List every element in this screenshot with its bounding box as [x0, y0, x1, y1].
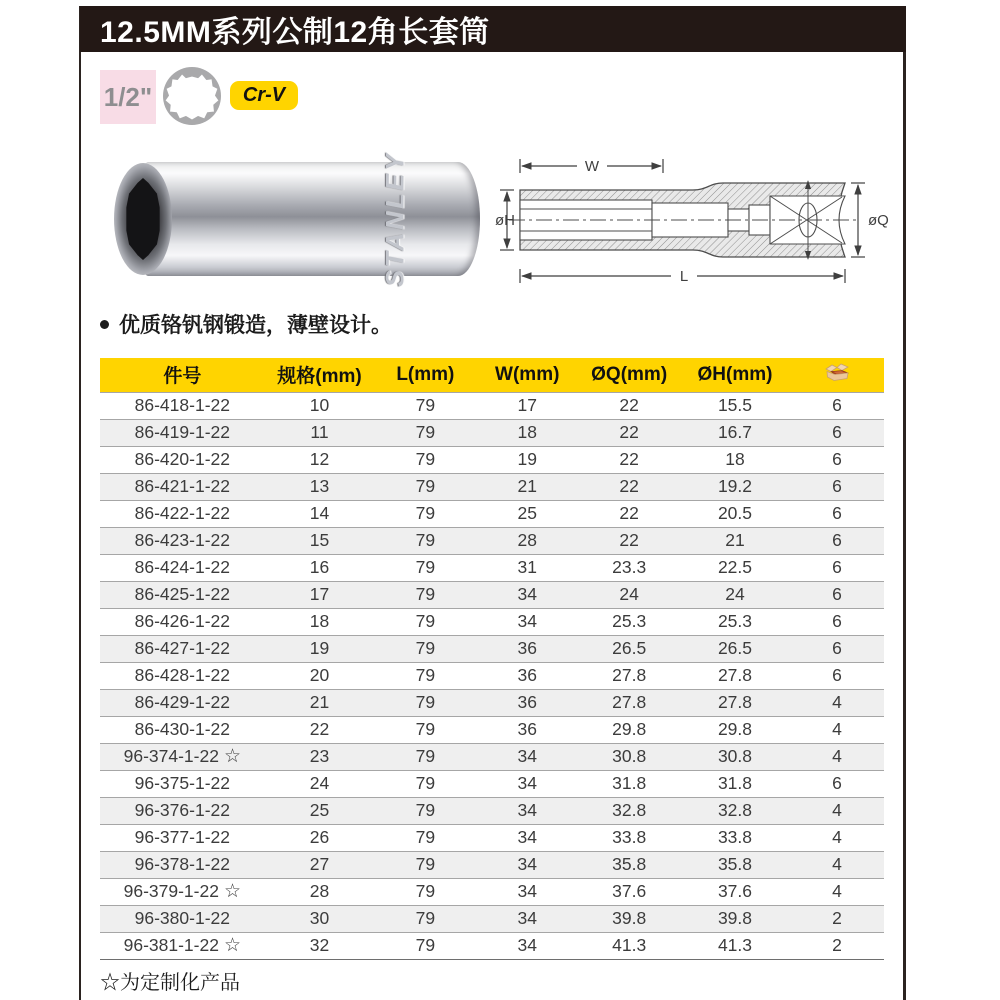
cell-part: 96-377-1-22 — [100, 824, 265, 851]
cell-pack: 6 — [790, 581, 884, 608]
brand-engraving: STANLEY — [381, 151, 410, 287]
socket-body — [142, 151, 480, 287]
cell-size_mm: 13 — [265, 473, 375, 500]
cell-w_mm: 34 — [476, 932, 578, 959]
cell-part: 86-430-1-22 — [100, 716, 265, 743]
cell-l_mm: 79 — [374, 581, 476, 608]
cell-oh_mm: 29.8 — [680, 716, 790, 743]
section-title-bar — [80, 6, 906, 52]
cell-w_mm: 34 — [476, 824, 578, 851]
cell-oh_mm: 26.5 — [680, 635, 790, 662]
cell-part: 86-420-1-22 — [100, 446, 265, 473]
cell-oq_mm: 39.8 — [578, 905, 680, 932]
table-row — [100, 743, 884, 770]
cell-size_mm: 21 — [265, 689, 375, 716]
cell-oh_mm: 39.8 — [680, 905, 790, 932]
material-badge — [230, 81, 298, 110]
cell-pack: 4 — [790, 716, 884, 743]
cell-part: 86-421-1-22 — [100, 473, 265, 500]
cell-pack: 4 — [790, 878, 884, 905]
spec-table — [100, 358, 884, 960]
table-row — [100, 905, 884, 932]
cell-l_mm: 79 — [374, 446, 476, 473]
cell-oh_mm: 31.8 — [680, 770, 790, 797]
cell-w_mm: 19 — [476, 446, 578, 473]
cell-l_mm: 79 — [374, 419, 476, 446]
cell-pack: 2 — [790, 932, 884, 959]
cell-size_mm: 17 — [265, 581, 375, 608]
page-title: 12.5MM系列公制12角长套筒 — [100, 16, 490, 49]
cell-part: 96-374-1-22 ☆ — [100, 743, 265, 770]
table-row — [100, 824, 884, 851]
cell-oq_mm: 23.3 — [578, 554, 680, 581]
cell-l_mm: 79 — [374, 527, 476, 554]
cell-size_mm: 30 — [265, 905, 375, 932]
cell-part: 86-427-1-22 — [100, 635, 265, 662]
cell-size_mm: 23 — [265, 743, 375, 770]
cell-l_mm: 79 — [374, 662, 476, 689]
table-row — [100, 581, 884, 608]
table-row — [100, 527, 884, 554]
table-row — [100, 851, 884, 878]
cell-w_mm: 36 — [476, 635, 578, 662]
dimension-diagram — [495, 150, 895, 292]
cell-oq_mm: 30.8 — [578, 743, 680, 770]
cell-l_mm: 79 — [374, 473, 476, 500]
header-pack-qty — [790, 358, 884, 392]
cell-pack: 6 — [790, 392, 884, 419]
cell-l_mm: 79 — [374, 635, 476, 662]
cell-size_mm: 28 — [265, 878, 375, 905]
table-row — [100, 716, 884, 743]
custom-product-star-icon: ☆ — [223, 881, 242, 902]
feature-bullet — [100, 309, 392, 339]
cell-part: 86-428-1-22 — [100, 662, 265, 689]
cell-size_mm: 22 — [265, 716, 375, 743]
twelve-point-socket-icon — [160, 64, 224, 128]
dim-label-l: L — [679, 268, 689, 285]
cell-l_mm: 79 — [374, 392, 476, 419]
header-w: W(mm) — [476, 358, 578, 392]
cell-l_mm: 79 — [374, 716, 476, 743]
cell-l_mm: 79 — [374, 851, 476, 878]
cell-oh_mm: 33.8 — [680, 824, 790, 851]
cell-l_mm: 79 — [374, 743, 476, 770]
cell-w_mm: 36 — [476, 716, 578, 743]
cell-pack: 2 — [790, 905, 884, 932]
table-row — [100, 878, 884, 905]
cell-oh_mm: 21 — [680, 527, 790, 554]
product-photo — [114, 151, 480, 287]
cell-oq_mm: 31.8 — [578, 770, 680, 797]
cell-w_mm: 34 — [476, 581, 578, 608]
table-row — [100, 797, 884, 824]
table-row — [100, 689, 884, 716]
table-header-row — [100, 358, 884, 392]
cell-w_mm: 34 — [476, 770, 578, 797]
cell-oh_mm: 35.8 — [680, 851, 790, 878]
cell-oh_mm: 37.6 — [680, 878, 790, 905]
cell-size_mm: 10 — [265, 392, 375, 419]
material-label: Cr-V — [242, 84, 286, 106]
cell-w_mm: 36 — [476, 689, 578, 716]
cell-size_mm: 25 — [265, 797, 375, 824]
drive-size-badge — [100, 70, 156, 124]
custom-product-star-icon: ☆ — [223, 746, 242, 767]
table-row — [100, 446, 884, 473]
cell-oq_mm: 27.8 — [578, 662, 680, 689]
header-oh: ØH(mm) — [680, 358, 790, 392]
cell-oh_mm: 30.8 — [680, 743, 790, 770]
cell-w_mm: 34 — [476, 851, 578, 878]
cell-size_mm: 24 — [265, 770, 375, 797]
cell-pack: 6 — [790, 662, 884, 689]
cell-oh_mm: 25.3 — [680, 608, 790, 635]
cell-pack: 6 — [790, 554, 884, 581]
custom-product-footnote: ☆为定制化产品 — [100, 972, 240, 994]
cell-l_mm: 79 — [374, 608, 476, 635]
dim-label-h: øH — [495, 212, 515, 229]
cell-oh_mm: 41.3 — [680, 932, 790, 959]
cell-oh_mm: 32.8 — [680, 797, 790, 824]
cell-pack: 4 — [790, 824, 884, 851]
cell-pack: 4 — [790, 743, 884, 770]
spec-table-body — [100, 392, 884, 959]
cell-pack: 4 — [790, 689, 884, 716]
cell-l_mm: 79 — [374, 797, 476, 824]
cell-w_mm: 25 — [476, 500, 578, 527]
table-row — [100, 608, 884, 635]
table-row — [100, 419, 884, 446]
cell-size_mm: 11 — [265, 419, 375, 446]
cell-size_mm: 26 — [265, 824, 375, 851]
header-part-number: 件号 — [100, 358, 265, 392]
cell-part: 86-426-1-22 — [100, 608, 265, 635]
cell-pack: 6 — [790, 527, 884, 554]
cell-oq_mm: 35.8 — [578, 851, 680, 878]
table-row — [100, 392, 884, 419]
cell-w_mm: 34 — [476, 878, 578, 905]
cell-oq_mm: 22 — [578, 500, 680, 527]
cell-pack: 6 — [790, 635, 884, 662]
cell-oq_mm: 37.6 — [578, 878, 680, 905]
cell-size_mm: 27 — [265, 851, 375, 878]
cell-oh_mm: 20.5 — [680, 500, 790, 527]
cell-pack: 6 — [790, 500, 884, 527]
cell-size_mm: 18 — [265, 608, 375, 635]
cell-oh_mm: 22.5 — [680, 554, 790, 581]
cell-pack: 6 — [790, 473, 884, 500]
cell-pack: 4 — [790, 851, 884, 878]
cell-oq_mm: 22 — [578, 473, 680, 500]
cell-w_mm: 34 — [476, 608, 578, 635]
cell-w_mm: 18 — [476, 419, 578, 446]
cell-part: 96-379-1-22 ☆ — [100, 878, 265, 905]
cell-l_mm: 79 — [374, 500, 476, 527]
table-row — [100, 500, 884, 527]
cell-part: 96-378-1-22 — [100, 851, 265, 878]
table-row — [100, 932, 884, 959]
cell-size_mm: 16 — [265, 554, 375, 581]
cell-part: 86-425-1-22 — [100, 581, 265, 608]
cell-part: 86-418-1-22 — [100, 392, 265, 419]
cell-oq_mm: 33.8 — [578, 824, 680, 851]
cell-oq_mm: 26.5 — [578, 635, 680, 662]
cell-pack: 6 — [790, 419, 884, 446]
feature-text: 优质铬钒钢锻造，薄壁设计。 — [119, 314, 392, 337]
cell-l_mm: 79 — [374, 905, 476, 932]
cell-oq_mm: 22 — [578, 419, 680, 446]
cell-w_mm: 34 — [476, 797, 578, 824]
cell-w_mm: 31 — [476, 554, 578, 581]
cell-l_mm: 79 — [374, 878, 476, 905]
cell-l_mm: 79 — [374, 689, 476, 716]
cell-part: 96-375-1-22 — [100, 770, 265, 797]
drive-size-label: 1/2" — [103, 81, 153, 112]
cell-w_mm: 21 — [476, 473, 578, 500]
cell-part: 96-381-1-22 ☆ — [100, 932, 265, 959]
cell-part: 86-424-1-22 — [100, 554, 265, 581]
header-size: 规格(mm) — [265, 358, 375, 392]
cell-part: 96-376-1-22 — [100, 797, 265, 824]
cell-size_mm: 14 — [265, 500, 375, 527]
cell-oh_mm: 27.8 — [680, 662, 790, 689]
cell-oq_mm: 25.3 — [578, 608, 680, 635]
cell-oh_mm: 27.8 — [680, 689, 790, 716]
cell-oh_mm: 19.2 — [680, 473, 790, 500]
cell-l_mm: 79 — [374, 824, 476, 851]
cell-part: 96-380-1-22 — [100, 905, 265, 932]
page-right-rule — [903, 6, 906, 1000]
cell-oh_mm: 15.5 — [680, 392, 790, 419]
cell-oq_mm: 29.8 — [578, 716, 680, 743]
cell-size_mm: 32 — [265, 932, 375, 959]
cell-oq_mm: 32.8 — [578, 797, 680, 824]
table-row — [100, 554, 884, 581]
dim-label-w: W — [584, 158, 600, 175]
cell-pack: 6 — [790, 446, 884, 473]
cell-oq_mm: 22 — [578, 446, 680, 473]
dim-label-q: øQ — [868, 212, 889, 229]
cell-oh_mm: 18 — [680, 446, 790, 473]
cell-oh_mm: 24 — [680, 581, 790, 608]
cell-l_mm: 79 — [374, 770, 476, 797]
cell-oq_mm: 41.3 — [578, 932, 680, 959]
custom-product-star-icon: ☆ — [223, 935, 242, 956]
cell-size_mm: 19 — [265, 635, 375, 662]
cell-oq_mm: 27.8 — [578, 689, 680, 716]
cell-w_mm: 34 — [476, 743, 578, 770]
cell-part: 86-423-1-22 — [100, 527, 265, 554]
bullet-dot-icon — [100, 320, 109, 329]
cell-oh_mm: 16.7 — [680, 419, 790, 446]
header-oq: ØQ(mm) — [578, 358, 680, 392]
cell-part: 86-429-1-22 — [100, 689, 265, 716]
carton-box-icon — [824, 362, 850, 388]
table-row — [100, 635, 884, 662]
table-row — [100, 770, 884, 797]
cell-size_mm: 20 — [265, 662, 375, 689]
cell-size_mm: 15 — [265, 527, 375, 554]
cell-part: 86-422-1-22 — [100, 500, 265, 527]
cell-w_mm: 17 — [476, 392, 578, 419]
cell-oq_mm: 22 — [578, 527, 680, 554]
cell-w_mm: 34 — [476, 905, 578, 932]
cell-pack: 6 — [790, 770, 884, 797]
cell-part: 86-419-1-22 — [100, 419, 265, 446]
cell-w_mm: 28 — [476, 527, 578, 554]
cell-oq_mm: 22 — [578, 392, 680, 419]
cell-pack: 6 — [790, 608, 884, 635]
cell-size_mm: 12 — [265, 446, 375, 473]
header-length: L(mm) — [374, 358, 476, 392]
cell-w_mm: 36 — [476, 662, 578, 689]
cell-oq_mm: 24 — [578, 581, 680, 608]
cell-pack: 4 — [790, 797, 884, 824]
cell-l_mm: 79 — [374, 554, 476, 581]
cell-l_mm: 79 — [374, 932, 476, 959]
table-row — [100, 662, 884, 689]
page-left-rule — [79, 6, 81, 1000]
table-row — [100, 473, 884, 500]
